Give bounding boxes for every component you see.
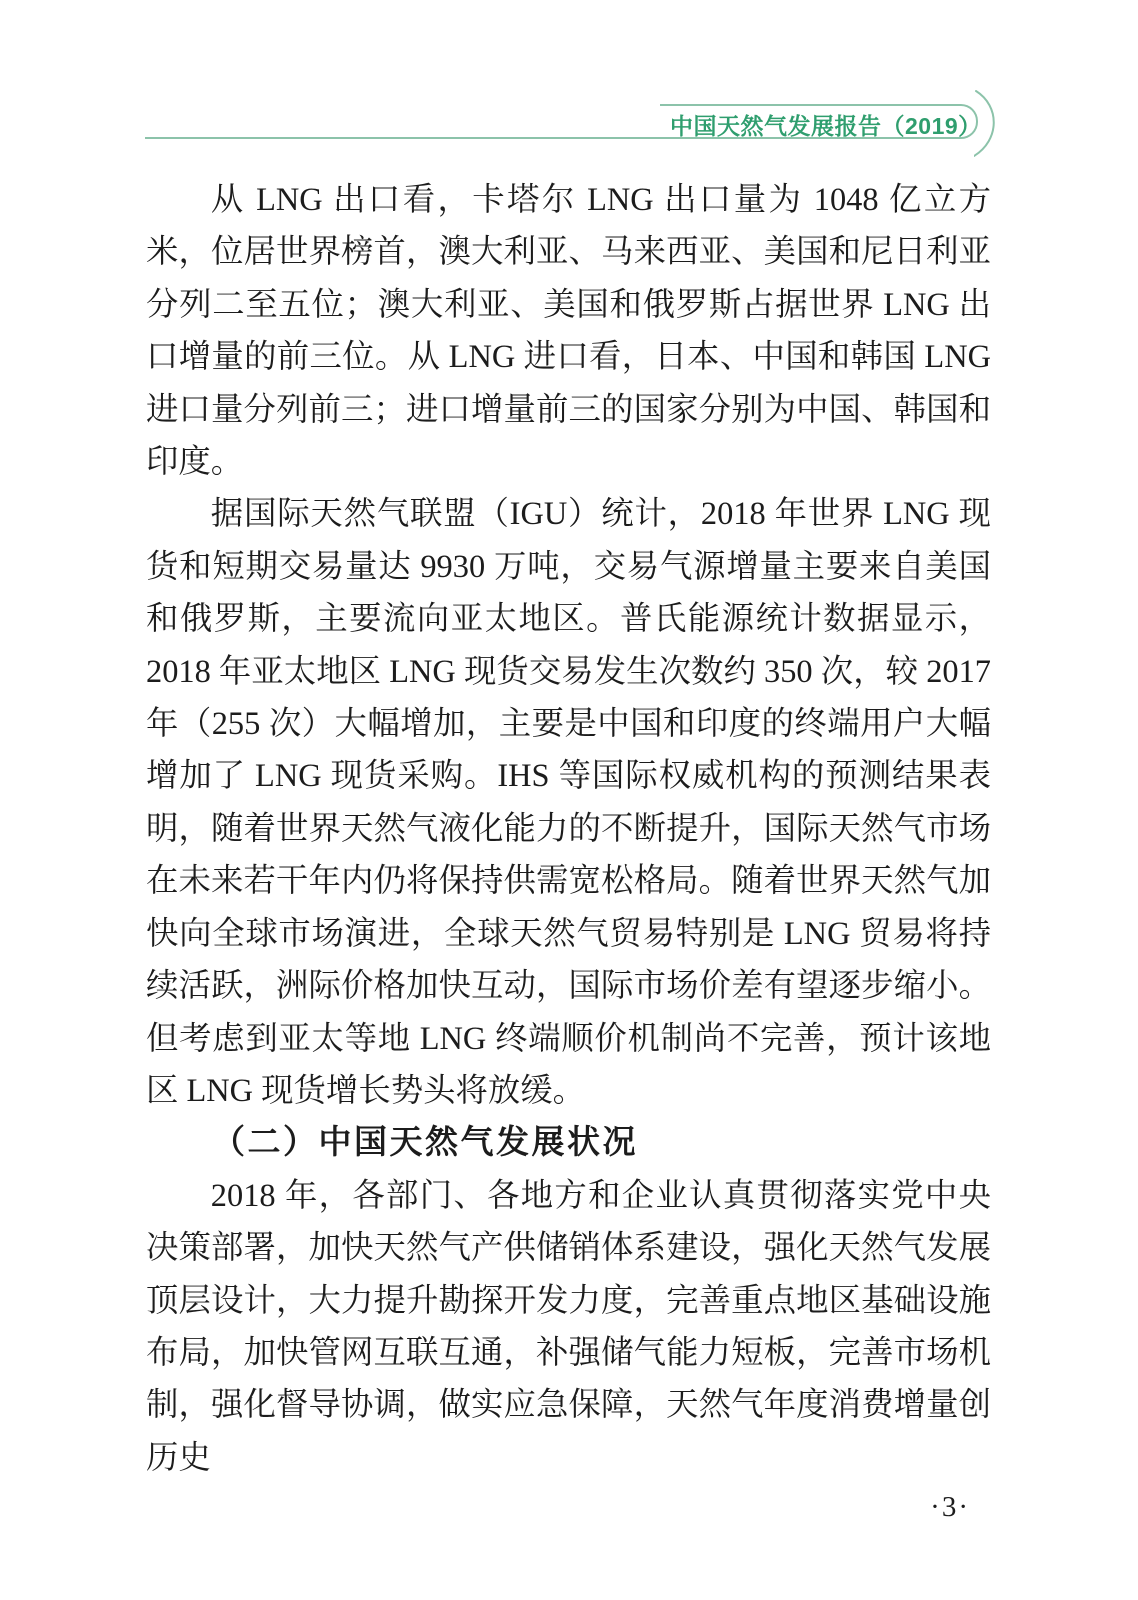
paragraph-igu-statistics: 据国际天然气联盟（IGU）统计，2018 年世界 LNG 现货和短期交易量达 9930 万吨，交易气源增量主要来自美国和俄罗斯，主要流向亚太地区。普氏能源统计数据显示，2018 年亚太地区 LNG 现货交易发生次数约 350 次，较 2017 年（255 次）大幅增加，主要是中国和印度的终端用户大幅增加了 LNG 现货采购。IHS 等国际权威机构的预测结果表明，随着世界天然气液化能力的不断提升，国际天然气市场在未来若干年内仍将保持供需宽松格局。随着世界天然气加快向全球市场演进，全球天然气贸易特别是 LNG 贸易将持续活跃，洲际价格加快互动，国际市场价差有望逐步缩小。但考虑到亚太等地 LNG 终端顺价机制尚不完善，预计该地区 LNG 现货增长势头将放缓。 <box>146 496 991 1109</box>
header-arc-decoration-icon <box>974 88 1008 160</box>
section-heading-china-gas-development: （二）中国天然气发展状况 <box>212 1125 638 1162</box>
page-number: ·3· <box>930 1491 970 1523</box>
page-body <box>146 174 991 1484</box>
paragraph-lng-export: 从 LNG 出口看，卡塔尔 LNG 出口量为 1048 亿立方米，位居世界榜首，澳大利亚、马来西亚、美国和尼日利亚分列二至五位；澳大利亚、美国和俄罗斯占据世界 LNG 出口增量的前三位。从 LNG 进口看，日本、中国和韩国 LNG 进口量分列前三；进口增量前三的国家分别为中国、韩国和印度。 <box>146 182 991 481</box>
header-rule <box>145 137 665 139</box>
report-title: 中国天然气发展报告（2019） <box>670 113 982 139</box>
paragraph-2018-policy: 2018 年，各部门、各地方和企业认真贯彻落实党中央决策部署，加快天然气产供储销体系建设，强化天然气发展顶层设计，大力提升勘探开发力度，完善重点地区基础设施布局，加快管网互联互通，补强储气能力短板，完善市场机制，强化督导协调，做实应急保障，天然气年度消费增量创历史 <box>146 1177 991 1476</box>
